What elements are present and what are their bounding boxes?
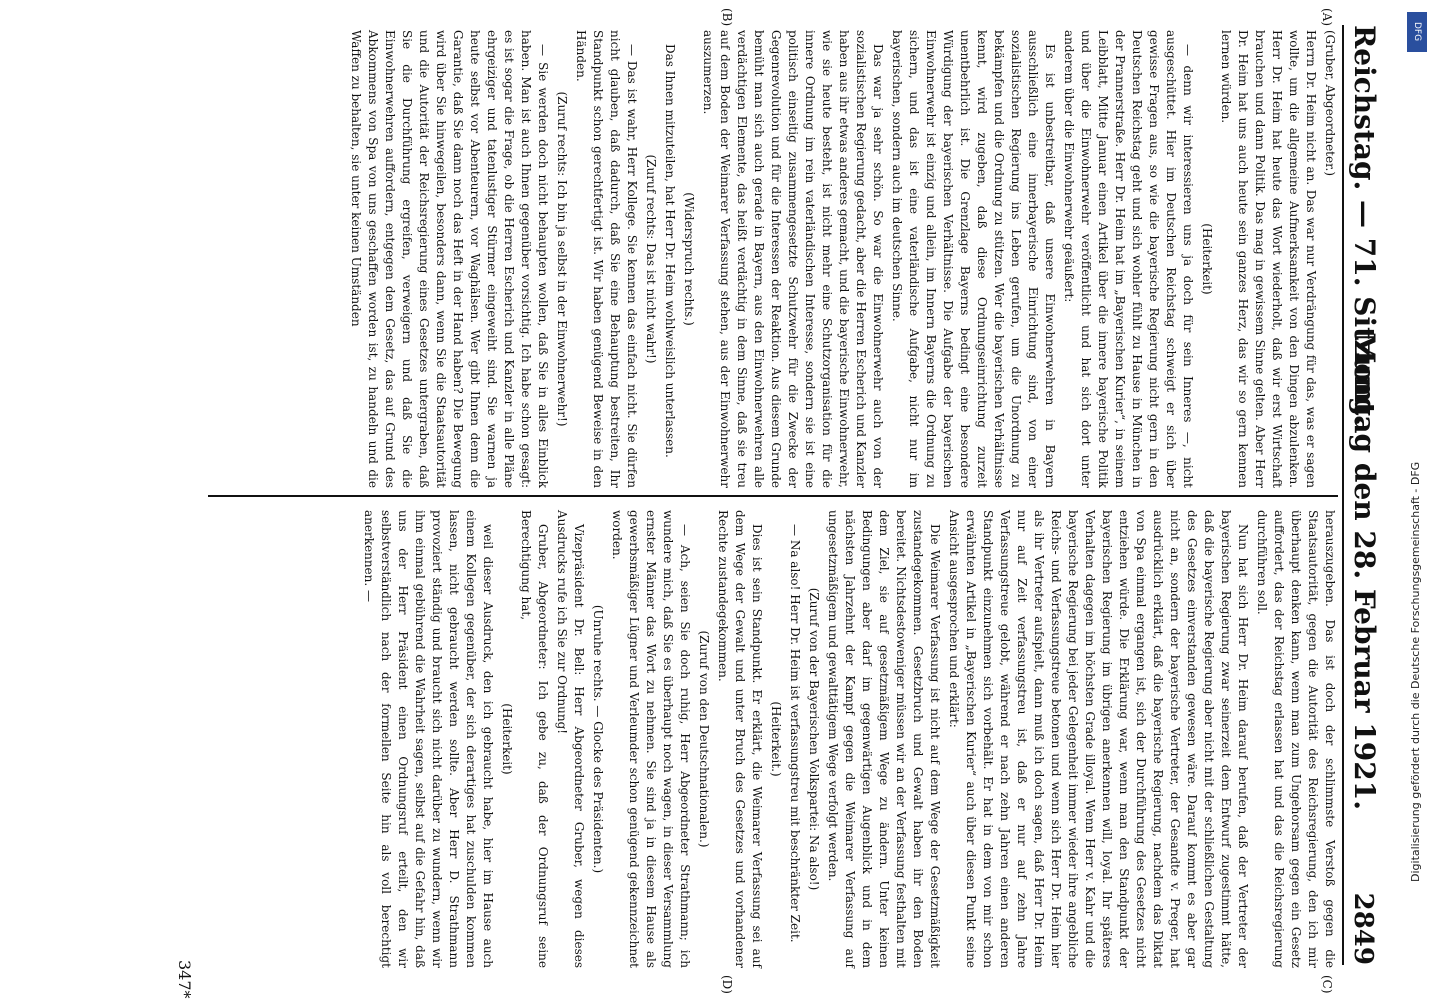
marker-c: (C): [1320, 975, 1334, 994]
interjection: (Zuruf von den Deutschnationalen.): [697, 630, 711, 848]
quote-paragraph: Die Weimarer Verfassung ist nicht auf dem Wege der Gesetzmäßigkeit zustandegekommen. Gesetzbruch und Gewalt haben ihr den Boden bereitet. Nichtsdestoweniger müssen wir an der Verfassung festhalten mit dem Ziel, sie auf gesetzmäßigem Wege zu ändern. Unter keinen Bedingungen aber darf im gegenwärtigen Augenblick und in dem nächsten Jahrzehnt der Kampf gegen die Weimarer Verfassung auf ungesetzmäßigem und gewalttätigem Wege verfolgt werden.: [826, 510, 942, 968]
column-divider: [208, 495, 1338, 497]
interjection: (Widerspruch rechts.): [682, 192, 696, 326]
paragraph: herauszugeben. Das ist doch der schlimmste Verstoß gegen die Staatsautorität, gegen die Autorität des Reichsregierung, den ich mir überhaupt denken kann, wenn man zum Ungehorsam gegen ein Gesetz auffordert, das der Reichstag erlassen hat und das die Reichsregierung durchführen soll.: [1255, 510, 1337, 968]
header-left: Reichstag. — 71. Sitzung.: [1348, 25, 1381, 426]
paragraph: — Das ist wahr, Herr Kollege. Sie kennen das einfach nicht. Sie dürfen nicht glauben, daß dadurch, daß Sie eine Behauptung bestreiten, Ihr Standpunkt schon gerechtfertigt ist. Wir haben genügend Beweise in den Händen.: [574, 30, 639, 488]
paragraph: — Na also! Herr Dr. Heim ist verfassungstreu mit beschränkter Zeit.: [788, 524, 802, 943]
paragraph: Das war ja sehr schön. So war die Einwohnerwehr auch von der sozialistischen Regierung gedacht, aber die Herren Escherich und Kanzler haben aus ihr etwas anderes gemacht, und die bayerische Einwohnerwehr, wie sie heute besteht, ist nicht mehr eine Schutzorganisation für die innere Ordnung im rein vaterländischen Interesse, sondern sie ist eine politisch einseitig zusammengesetzte Schutzwehr für die Zwecke der Gegenrevolution und für die Interessen der Reaktion. Aus diesem Grunde bemüht man sich auch gerade in Bayern, aus den Einwohnerwehren alle verdächtigen Elemente, das heißt verdächtig in dem Sinne, daß sie treu auf dem Boden der Weimarer Verfassung stehen, aus der Einwohnerwehr auszumerzen.: [701, 30, 885, 488]
paragraph: weil dieser Ausdruck, den ich gebraucht habe, hier im Hause auch einem Kollegen gegenüber, der sich derartiges hat zuschulden kommen lassen, nicht gebraucht werden sollte. Aber Herr D. Strathmann provoziert ständig und braucht sich nicht darüber zu wundern, wenn wir ihm einmal gebührend die Wahrheit sagen, selbst auf die Gefahr hin, daß uns der Herr Präsident einen Ordnungsruf erteilt, den wir selbstverständlich nach der formellen Seite hin als voll berechtigt anerkennen. —: [362, 510, 495, 968]
quote-paragraph: Es ist unbestreitbar, daß unsere Einwohnerwehren in Bayern ausschließlich eine innerbayerische Einrichtung sind, von einer sozialistischen Regierung ins Leben gerufen, um die Unordnung zu bekämpfen und die Ordnung zu stützen. Wer die bayerischen Verhältnisse kennt, wird zugeben, daß diese Ordnungseinrichtung zurzeit unentbehrlich ist. Die Grenzlage Bayerns bedingt eine besondere Würdigung der bayerischen Verhältnisse. Die Aufgabe der bayerischen Einwohnerwehr ist einzig und allein, im Innern Bayerns die Ordnung zu sichern, und das ist eine vaterländische Aufgabe, nicht nur im bayerischen, sondern auch im deutschen Sinne.: [890, 30, 1057, 488]
interjection: (Heiterkeit): [1200, 223, 1214, 295]
marker-d: (D): [720, 975, 734, 994]
paragraph: Herrn Dr. Heim nicht an. Das war nur Verdrängung für das, was er sagen wollte, um die allgemeine Aufmerksamkeit von den Dingen abzulenken. Herr Dr. Heim hat heute das Wort wiederholt, daß wir erst Wirtschaft brauchen und dann Politik. Das mag in gewissem Sinne gelten. Aber Herr Dr. Heim hat uns auch heute sein ganzes Herz, das wir so gern kennen lernen würden.: [1219, 30, 1318, 488]
paragraph: — Sie werden doch nicht behaupten wollen, daß Sie in alles Einblick haben. Man ist auch Ihnen gegenüber vorsichtig. Ich habe schon gesagt: es ist sogar die Frage, ob die Herren Escherich und Kanzler in alle Pläne ehrgeiziger und tatenlustiger Stürmer eingeweiht sind. Sie warnen ja heute selbst vor Abenteurern, vor Waghälsen. Wer gibt Ihnen denn die Garantie, daß Sie dann noch das Heft in der Hand haben? Die Bewegung wird über Sie hinwegeilen, besonders dann, wenn Sie die Staatsautorität und die Autorität der Reichsregierung eines Gesetzes untergraben, daß Sie die Durchführung ergreifen, verweigern und daß Sie die Einwohnerwehren auffordern, entgegen dem Gesetz, das auf Grund des Abkommens von Spa von uns geschaffen worden ist, zu handeln und die Waffen zu behalten, sie unter keinen Umständen: [349, 30, 550, 488]
digitization-text: Digitalisierung gefördert durch die Deutsche Forschungsgemeinschaft - DFG: [1409, 461, 1422, 882]
paragraph: — Ach, seien Sie doch ruhig, Herr Abgeordneter Strathmann; ich wundere mich, daß Sie es überhaupt noch wagen, in dieser Versammlung ernster Männer das Wort zu nehmen. Sie sind ja in diesem Hause als gewerbsmäßiger Lügner und Verleumder schon genügend gekennzeichnet worden.: [610, 510, 692, 968]
paragraph: Nun hat sich Herr Dr. Heim darauf berufen, daß der Vertreter der bayerischen Regierung zwar seinerzeit dem Entwurf zugestimmt hätte, daß die bayerische Regierung aber nicht mit der schließlichen Gestaltung des Gesetzes einverstanden gewesen wäre. Darauf kommt es aber gar nicht an, sondern der bayerische Vertreter, der Gesandte v. Preger, hat ausdrücklich erklärt, daß die bayerische Regierung, nachdem das Diktat von Spa einmal ergangen ist, sich der Durchführung des Gesetzes nicht entziehen würde. Die Erklärung war, wenn man den Standpunkt der bayerischen Regierung im übrigen anerkennen will, loyal. Ihr späteres Verhalten dagegen im höchsten Grade illoyal. Wenn Herr v. Kahr und die bayerische Regierung bei jeder Gelegenheit immer wieder ihre angebliche Reichs- und Verfassungstreue betonen und wenn sich Herr Dr. Heim hier als ihr Vertreter aufspielt, dann muß ich doch sagen, daß Herr Dr. Heim nur auf Zeit verfassungstreu ist, daß er nur auf zehn Jahre Verfassungstreue gelobt, während er nach zehn Jahren einen anderen Standpunkt einzunehmen sich vorbehält. Er hat in dem von mir schon erwähnten Artikel in „Bayerischen Kurier“ auch über diesen Punkt seine Ansicht ausgesprochen und erklärt:: [947, 510, 1250, 968]
dfg-logo: DFG: [1407, 12, 1427, 52]
marker-b: (B): [720, 8, 734, 27]
interjection: (Heiterkeit): [500, 703, 514, 775]
interjection: (Heiterkeit.): [769, 701, 783, 777]
header-date: Montag den 28. Februar 1921.: [1348, 332, 1381, 810]
paragraph: Vizepräsident Dr. Bell: Herr Abgeordneter Gruber, wegen dieses Ausdrucks rufe ich Sie zur Ordnung!: [555, 510, 586, 968]
paragraph: Das Ihnen mitzuteilen, hat Herr Dr. Heim wohlweislich unterlassen.: [663, 44, 677, 458]
left-column: [345, 30, 1338, 488]
paragraph: Dies ist sein Standpunkt. Er erklärt, die Weimarer Verfassung sei auf dem Wege der Gewalt und unter Bruch des Gesetzes und vorhandener Rechte zustandegekommen.: [716, 510, 764, 968]
interjection: (Zuruf rechts: Das ist nicht wahr!): [644, 154, 658, 364]
interjection: (Unruhe rechts. — Glocke des Präsidenten.): [591, 604, 605, 874]
marker-a: (A): [1320, 8, 1334, 27]
paragraph: — denn wir interessieren uns ja doch für sein Inneres —, nicht ausgeschüttet. Hier im Deutschen Reichstag schweigt er sich über gewisse Fragen aus, so wie die bayerische Regierung nicht gern in den Deutschen Reichstag geht und sich wohler fühlt zu Hause in München in der Prannerstraße. Herr Dr. Heim hat im „Bayerischen Kurier“, in seinem Leibblatt, Mitte Januar einen Artikel über die innere bayerische Politik und über die Einwohnerwehr veröffentlicht und hat sich dort unter anderem über die Einwohnerwehr geäußert:: [1062, 30, 1195, 488]
page-number: 2849: [1348, 892, 1378, 965]
interjection: (Zuruf rechts: Ich bin ja selbst in der Einwohnerwehr!): [555, 91, 569, 427]
digitization-note: [1405, 12, 1429, 882]
paragraph: (Gruber, Abgeordneter.): [1323, 30, 1337, 177]
page-header: [1342, 25, 1384, 965]
right-column: [358, 510, 1338, 968]
paragraph: Gruber, Abgeordneter: Ich gebe zu, daß der Ordnungsruf seine Berechtigung hat,: [519, 510, 550, 968]
page-footer: 347*: [175, 960, 194, 999]
interjection: (Zuruf von der Bayerischen Volkspartei: Na also!): [807, 587, 821, 891]
